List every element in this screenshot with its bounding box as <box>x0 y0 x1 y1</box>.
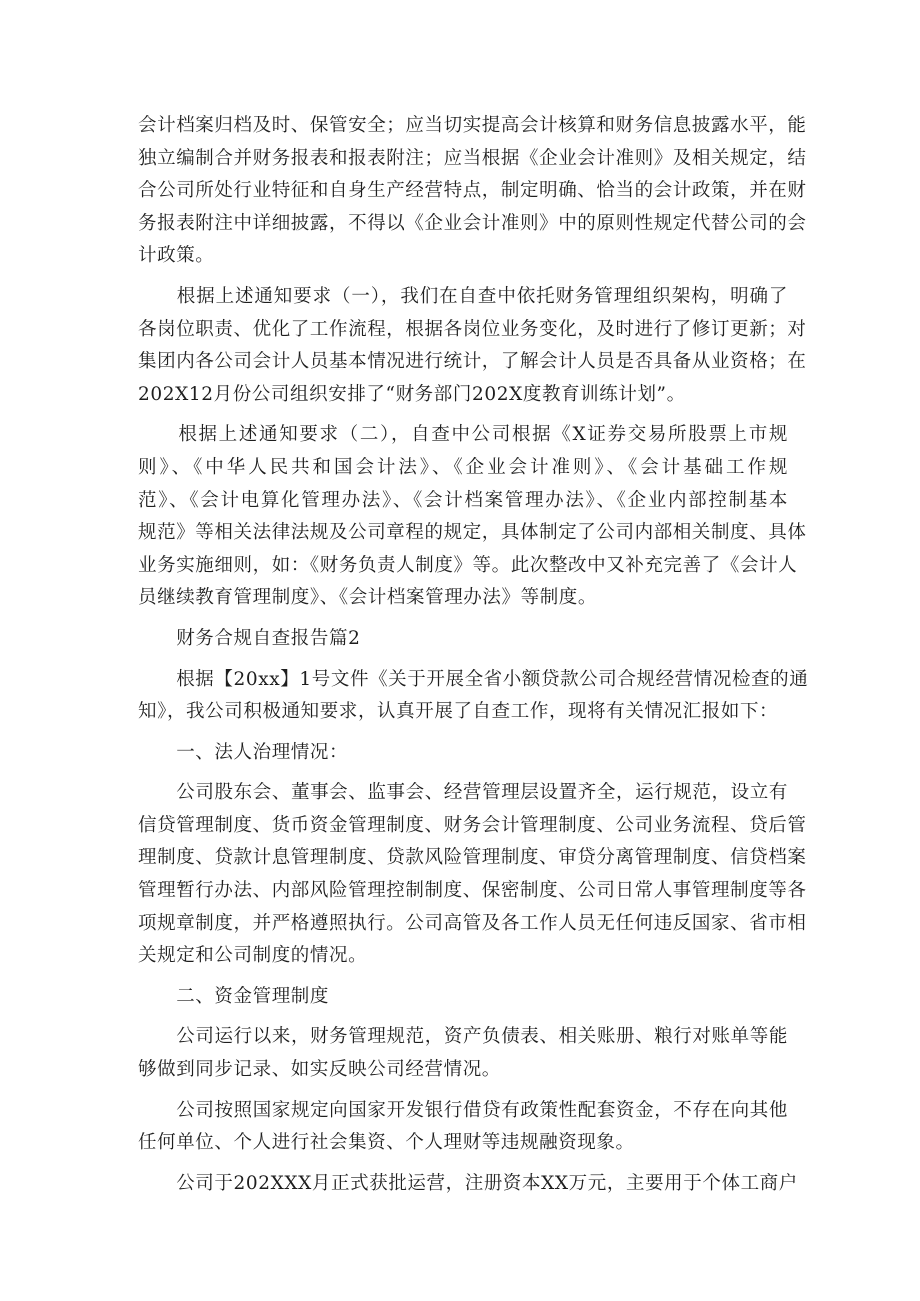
section-heading <box>138 623 788 656</box>
text-line: 公司运行以来，财务管理规范，资产负债表、相关账册、粮行对账单等能 <box>138 1026 788 1048</box>
text-line: 各岗位职责、优化了工作流程，根据各岗位业务变化，及时进行了修订更新；对 <box>138 318 807 340</box>
subheading <box>138 737 788 770</box>
text-line: 员继续教育管理制度》、《会计档案管理办法》等制度。 <box>138 587 598 609</box>
text-line: 规范》等相关法律法规及公司章程的规定，具体制定了公司内部相关制度、具体 <box>138 522 807 544</box>
paragraph <box>138 110 807 273</box>
text-line: 合公司所处行业特征和自身生产经营特点，制定明确、恰当的会计政策，并在财 <box>138 180 807 202</box>
paragraph <box>138 1021 788 1086</box>
text-line: 会计档案归档及时、保管安全；应当切实提高会计核算和财务信息披露水平，能 <box>138 115 807 136</box>
text-line: 业务实施细则，如：《财务负责人制度》等。此次整改中又补充完善了《会计人 <box>138 554 798 576</box>
text-line: 独立编制合并财务报表和报表附注；应当根据《企业会计准则》及相关规定，结 <box>138 147 807 169</box>
text-line: 任何单位、个人进行社会集资、个人理财等违规融资现象。 <box>138 1132 635 1154</box>
paragraph <box>138 1095 788 1160</box>
paragraph <box>138 664 809 729</box>
text-line: 集团内各公司会计人员基本情况进行统计，了解会计人员是否具备从业资格；在 <box>138 351 807 373</box>
text-line: 知》，我公司积极通知要求，认真开展了自查工作，现将有关情况汇报如下： <box>138 701 779 723</box>
text-line: 计政策。 <box>138 245 215 267</box>
text-line: 理制度、贷款计息管理制度、贷款风险管理制度、审贷分离管理制度、信贷档案 <box>138 847 807 869</box>
text-line: 公司按照国家规定向国家开发银行借贷有政策性配套资金，不存在向其他 <box>138 1099 788 1121</box>
paragraph <box>138 281 807 411</box>
text-line: 范》、《会计电算化管理办法》、《会计档案管理办法》、《企业内部控制基本 <box>138 489 788 511</box>
text-line: 202X12月份公司组织安排了“财务部门202X度教育训练计划”。 <box>138 383 686 405</box>
text-line: 信贷管理制度、货币资金管理制度、财务会计管理制度、公司业务流程、贷后管 <box>138 814 807 836</box>
text-line: 根据上述通知要求（一），我们在自查中依托财务管理组织架构，明确了 <box>138 285 788 307</box>
text-line: 根据上述通知要求（二），自查中公司根据《X证券交易所股票上市规 <box>138 424 788 446</box>
paragraph <box>138 1168 798 1201</box>
text-line: 公司股东会、董事会、监事会、经营管理层设置齐全，运行规范，设立有 <box>138 782 788 804</box>
text-line: 则》、《中华人民共和国会计法》、《企业会计准则》、《会计基础工作规 <box>138 456 788 478</box>
text-line: 二、资金管理制度 <box>138 985 330 1007</box>
text-line: 务报表附注中详细披露，不得以《企业会计准则》中的原则性规定代替公司的会 <box>138 212 807 234</box>
text-line: 一、法人治理情况： <box>138 741 349 763</box>
text-line: 财务合规自查报告篇2 <box>138 627 361 649</box>
subheading <box>138 981 788 1014</box>
paragraph <box>138 777 807 973</box>
document-body <box>138 110 809 1200</box>
text-line: 根据【20xx】1号文件《关于开展全省小额贷款公司合规经营情况检查的通 <box>138 668 809 690</box>
text-line: 公司于202XXX月正式获批运营，注册资本XX万元，主要用于个体工商户 <box>138 1172 798 1194</box>
text-line: 项规章制度，并严格遵照执行。公司高管及各工作人员无任何违反国家、省市相 <box>138 912 807 934</box>
text-line: 管理暂行办法、内部风险管理控制制度、保密制度、公司日常人事管理制度等各 <box>138 880 807 902</box>
text-line: 关规定和公司制度的情况。 <box>138 945 368 967</box>
text-line: 够做到同步记录、如实反映公司经营情况。 <box>138 1059 501 1081</box>
paragraph <box>138 419 807 615</box>
